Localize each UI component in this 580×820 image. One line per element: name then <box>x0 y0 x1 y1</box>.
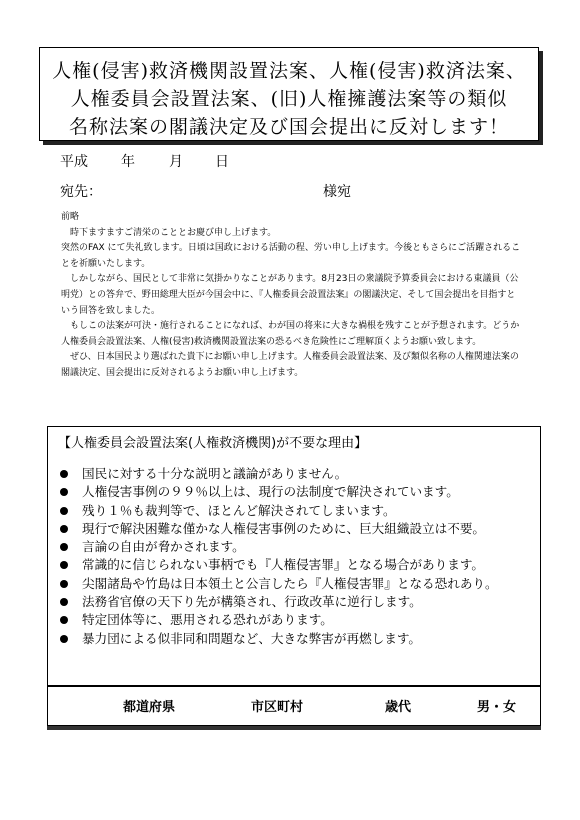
paragraph-request: ぜひ、日本国民より選ばれた貴下にお願い申し上げます。人権委員会設置法案、及び類似名称の人権関連法案の閣議決定、国会提出に反対されるようお願い申し上げます。 <box>61 352 519 378</box>
bullet-icon <box>60 525 68 533</box>
reasons-list <box>58 465 498 648</box>
reason-item: 法務省官僚の天下り先が構築され、行政改革に逆行します。 <box>58 593 498 611</box>
bullet-icon <box>60 635 68 643</box>
opening: 前略 <box>61 212 80 222</box>
prefecture-label: 都道府県 <box>123 700 176 715</box>
bullet-icon <box>60 616 68 624</box>
reason-item: 常識的に信じられない事柄でも『人権侵害罪』となる場合があります。 <box>58 556 498 574</box>
address-label: 宛先： <box>60 184 102 200</box>
title-line-1: 人権(侵害)救済機関設置法案、人権(侵害)救済法案、 <box>52 60 526 82</box>
date-day: 日 <box>215 154 229 170</box>
paragraph-greeting: 時下ますますご清栄のこととお慶び申し上げます。 <box>70 227 277 238</box>
address-suffix: 様宛 <box>323 184 351 200</box>
bullet-icon <box>60 580 68 588</box>
reasons-title: 【人権委員会設置法案(人権救済機関)が不要な理由】 <box>58 436 368 451</box>
title-line-2: 人権委員会設置法案、(旧)人権擁護法案等の類似 <box>70 88 508 110</box>
letter-body <box>61 210 523 382</box>
bullet-icon <box>60 488 68 496</box>
bullet-icon <box>60 543 68 551</box>
paragraph-danger: もしこの法案が可決・施行されることになれば、わが国の将来に大きな禍根を残すことが予想されます。どうか人権委員会設置法案、人権(侵害)救済機関設置法案の恐るべき危険性にご理解頂くようお願い致します。 <box>61 321 520 347</box>
reason-item: 人権侵害事例の９９％以上は、現行の法制度で解決されています。 <box>58 483 498 501</box>
date-month: 月 <box>169 154 183 170</box>
bullet-icon <box>60 470 68 478</box>
reason-item: 現行で解決困難な僅かな人権侵害事例のために、巨大組織設立は不要。 <box>58 520 498 538</box>
age-label: 歳代 <box>385 700 412 715</box>
paragraph-concern: しかしながら、国民として非常に気掛かりなことがあります。8月23日の衆議院予算委員会における東議員（公明党）との答弁で、野田総理大臣が今国会中に、『人権委員会設置法案』の閣議決定、そして国会提出を目指すという回答を致しました。 <box>61 274 519 316</box>
title-box <box>39 47 539 141</box>
reason-item: 残り１％も裁判等で、ほとんど解決されてしまいます。 <box>58 502 498 520</box>
reason-item: 尖閣諸島や竹島は日本領土と公言したら『人権侵害罪』となる恐れあり。 <box>58 575 498 593</box>
reasons-box <box>47 426 541 686</box>
date-era: 平成 <box>60 154 88 170</box>
date-year: 年 <box>121 154 135 170</box>
reason-item: 言論の自由が脅かされます。 <box>58 538 498 556</box>
bullet-icon <box>60 507 68 515</box>
reason-item: 暴力団による似非同和問題など、大きな弊害が再燃します。 <box>58 630 498 648</box>
paragraph-apology: 突然のFAX にて失礼致します。日頃は国政における活動の程、労い申し上げます。今後ともさらにご活躍されることを祈願いたします。 <box>61 243 521 269</box>
bullet-icon <box>60 598 68 606</box>
title-line-3: 名称法案の閣議決定及び国会提出に反対します！ <box>68 116 509 138</box>
reason-item: 特定団体等に、悪用される恐れがあります。 <box>58 611 498 629</box>
sex-label: 男・女 <box>477 700 517 715</box>
city-label: 市区町村 <box>251 700 304 715</box>
reason-item: 国民に対する十分な説明と議論がありません。 <box>58 465 498 483</box>
sender-info-footer <box>47 686 541 726</box>
bullet-icon <box>60 561 68 569</box>
